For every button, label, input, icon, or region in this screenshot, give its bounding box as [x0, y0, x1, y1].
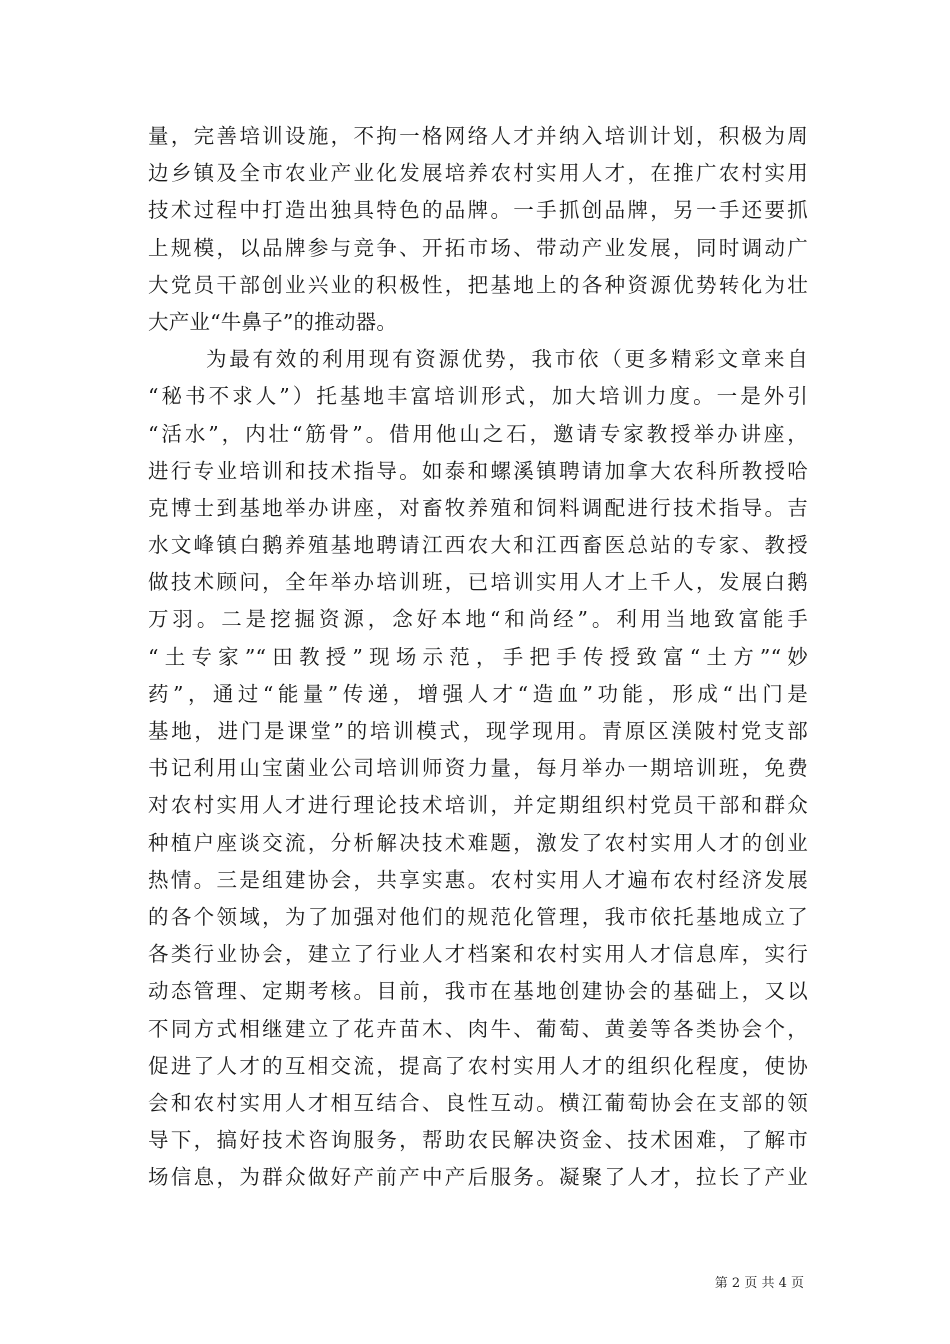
text-line: 技术过程中打造出独具特色的品牌。一手抓创品牌，另一手还要抓 [148, 198, 808, 223]
text-line: 大产业“牛鼻子”的推动器。 [148, 309, 398, 334]
text-line: 种植户座谈交流，分析解决技术难题，激发了农村实用人才的创业 [148, 830, 808, 855]
text-line: 边乡镇及全市农业产业化发展培养农村实用人才，在推广农村实用 [148, 161, 808, 186]
text-line: “秘书不求人”）托基地丰富培训形式，加大培训力度。一是外引 [148, 384, 808, 409]
text-line: 场信息，为群众做好产前产中产后服务。凝聚了人才，拉长了产业 [148, 1165, 808, 1190]
paragraph-2 [148, 341, 808, 1196]
paragraph-1 [148, 118, 808, 341]
text-line: “活水”，内壮“筋骨”。借用他山之石，邀请专家教授举办讲座， [148, 421, 808, 446]
text-line: 各类行业协会，建立了行业人才档案和农村实用人才信息库，实行 [148, 942, 808, 967]
text-line: 万羽。二是挖掘资源，念好本地“和尚经”。利用当地致富能手 [148, 607, 808, 632]
text-line: 为最有效的利用现有资源优势，我市依（更多精彩文章来自 [206, 347, 808, 372]
text-line: 量，完善培训设施，不拘一格网络人才并纳入培训计划，积极为周 [148, 124, 808, 148]
text-line: 不同方式相继建立了花卉苗木、肉牛、葡萄、黄姜等各类协会个， [148, 1016, 808, 1041]
text-line: 药”，通过“能量”传递，增强人才“造血”功能，形成“出门是 [148, 681, 808, 706]
body-text [148, 118, 808, 1196]
text-line: 水文峰镇白鹅养殖基地聘请江西农大和江西畜医总站的专家、教授 [148, 533, 808, 558]
text-line: 上规模，以品牌参与竞争、开拓市场、带动产业发展，同时调动广 [148, 235, 808, 260]
text-line: 进行专业培训和技术指导。如泰和螺溪镇聘请加拿大农科所教授哈 [148, 458, 808, 483]
text-line: 动态管理、定期考核。目前，我市在基地创建协会的基础上，又以 [148, 979, 808, 1004]
text-line: 热情。三是组建协会，共享实惠。农村实用人才遍布农村经济发展 [148, 867, 808, 892]
page-number-footer: 第 2 页 共 4 页 [714, 1276, 804, 1291]
text-line: 对农村实用人才进行理论技术培训，并定期组织村党员干部和群众 [148, 793, 808, 818]
text-line: 大党员干部创业兴业的积极性，把基地上的各种资源优势转化为壮 [148, 272, 808, 297]
text-line: 克博士到基地举办讲座，对畜牧养殖和饲料调配进行技术指导。吉 [148, 495, 808, 520]
text-line: 促进了人才的互相交流，提高了农村实用人才的组织化程度，使协 [148, 1053, 808, 1078]
text-line: 书记利用山宝菌业公司培训师资力量，每月举办一期培训班，免费 [148, 756, 808, 781]
text-line: 基地，进门是课堂”的培训模式，现学现用。青原区渼陂村党支部 [148, 719, 808, 743]
text-line: “土专家”“田教授”现场示范，手把手传授致富“土方”“妙 [148, 644, 808, 669]
text-line: 会和农村实用人才相互结合、良性互动。横江葡萄协会在支部的领 [148, 1090, 808, 1115]
text-line: 做技术顾问，全年举办培训班，已培训实用人才上千人，发展白鹅 [148, 570, 808, 595]
text-line: 导下，搞好技术咨询服务，帮助农民解决资金、技术困难，了解市 [148, 1128, 808, 1153]
text-line: 的各个领域，为了加强对他们的规范化管理，我市依托基地成立了 [148, 904, 808, 929]
